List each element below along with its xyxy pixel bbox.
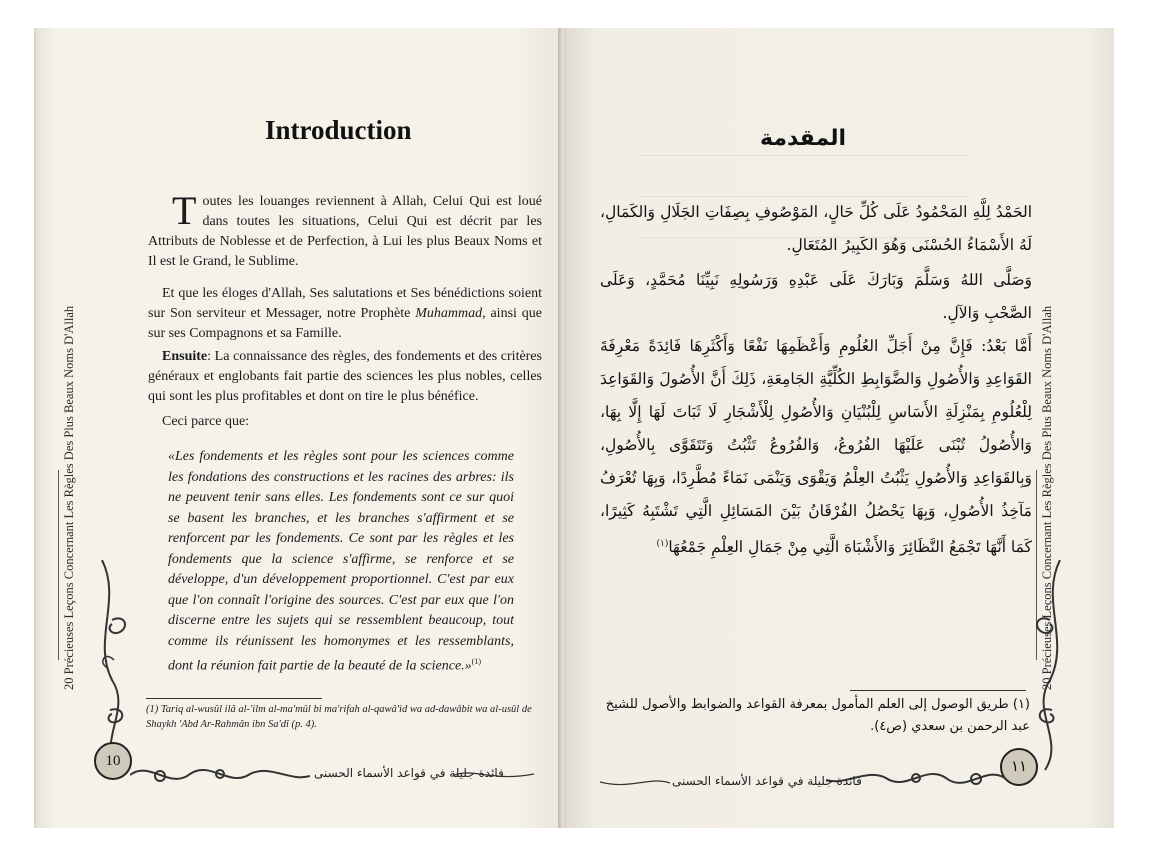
block-quote: [168, 447, 514, 677]
bold-lead-word: Ensuite: [162, 349, 208, 364]
footnote-rule: [146, 698, 322, 699]
intro-paragraph-3: [148, 347, 542, 407]
prophet-name: Muhammad: [415, 306, 483, 321]
paragraph-text: : La connaissance des règles, des fondements et des critères généraux et englobants fait partie des sciences les plus nobles, celles qui sont les plus profitables et dont on tire le plus bénéfice.: [148, 349, 542, 404]
paragraph-text: outes les louanges reviennent à Allah, Celui Qui est loué dans toutes les situations, Celui Qui est décrit par les Attributs de Noblesse et de Perfection, à Lui les plus Beaux Noms et Il est le Grand, le Sublime.: [148, 194, 542, 269]
paragraph-text: أَمَّا بَعْدُ: فَإِنَّ مِنْ أَجَلِّ العُلُومِ وَأَعْظَمِهَا نَفْعًا وَأَكْثَرِهَا فَائِدَةً مَعْرِفَةَ القَوَاعِدِ وَالأُصُولِ وَالضَّوَابِطِ الكُلِّيَّةِ الجَامِعَةِ، ذَلِكَ أَنَّ الأُصُولَ وَالقَوَاعِدَ لِلْعُلُومِ بِمَنْزِلَةِ الأَسَاسِ لِلْبُنْيَانِ وَالأُصُولِ لِلْأَشْجَارِ لَا ثَبَاتَ لَهَا إِلَّا بِهَا، وَالأُصُولُ تُبْنَى عَلَيْهَا الفُرُوعُ، وَالفُرُوعُ تَثْبُتُ وَتَتَقَوَّى بِالأُصُولِ، وَبِالقَوَاعِدِ وَالأُصُولِ يَثْبُتُ العِلْمُ وَيَقْوَى وَيَنْمَى نَمَاءً مُطَّرِدًا، وَبِهَا تُعْرَفُ مَآخِذُ الأُصُولِ، وَبِهَا يَحْصُلُ الفُرْقَانُ بَيْنَ المَسَائِلِ الَّتِي تَشْتَبِهُ كَثِيرًا، كَمَا أَنَّهَا تَجْمَعُ النَّظَائِرَ وَالأَشْبَاهَ الَّتِي مِنْ جَمَالِ العِلْمِ جَمْعُهَا: [600, 337, 1032, 557]
page-title: Introduction: [265, 115, 412, 145]
arabic-page-title: المقدمة: [760, 126, 847, 151]
right-footer-tail-icon: [600, 776, 670, 790]
left-side-rule: [58, 470, 59, 660]
footnote-reference: (١): [656, 539, 669, 549]
intro-paragraph-4: Ceci parce que:: [162, 414, 250, 429]
footnote-reference: (1): [471, 657, 481, 666]
arabic-paragraph-1: الحَمْدُ لِلَّهِ المَحْمُودُ عَلَى كُلِّ حَالٍ، المَوْصُوفِ بِصِفَاتِ الجَلَالِ وَالكَمَالِ، لَهُ الأَسْمَاءُ الحُسْنَى وَهُوَ الكَبِيرُ المُتَعَالِ.: [600, 203, 1032, 254]
intro-paragraph-1: [148, 188, 542, 272]
left-footer-tail-icon: [454, 768, 534, 782]
arabic-page-number: ١١: [1000, 748, 1038, 786]
drop-cap: T: [172, 188, 197, 233]
intro-paragraph-2: [148, 284, 542, 344]
left-running-title: 20 Précieuses Leçons Concernant Les Règles Des Plus Beaux Noms D'Allah: [62, 305, 76, 690]
paragraph-text: Et que les éloges d'Allah, Ses salutations et Ses bénédictions soient sur Son serviteur et Messager, notre Prophète: [148, 286, 542, 321]
paragraph-text: , ainsi que sur ses Compagnons et sa Famille.: [148, 306, 542, 341]
footnote: (1) Tariq al-wusûl ilâ al-'ilm al-ma'mûl bi ma'rifah al-qawâ'id wa ad-dawâbit wa al-usûl de Shaykh 'Abd Ar-Rahmân ibn Sa'dî (p. 4).: [146, 704, 532, 730]
running-footer: فائدة جليلة في قواعد الأسماء الحسنى: [314, 766, 504, 780]
right-running-title: 20 Précieuses Leçons Concernant Les Règles Des Plus Beaux Noms D'Allah: [1040, 305, 1054, 690]
left-footer-flourish-icon: [130, 760, 310, 790]
arabic-paragraph-3: [600, 330, 1032, 564]
arabic-paragraph-2: وَصَلَّى اللهُ وَسَلَّمَ وَبَارَكَ عَلَى عَبْدِهِ وَرَسُولِهِ نَبِيِّنَا مُحَمَّدٍ، وَعَلَى الصَّحْبِ وَالآلِ.: [600, 271, 1032, 322]
page-number: 10: [94, 742, 132, 780]
quote-text: «Les fondements et les règles sont pour les sciences comme les fondations des constructions et les racines des arbres: ils ne peuvent tenir sans elles. Les fondements sont ce sur quoi se basent les branches, et les branches s'affirment et se renforcent par les fondements. Ce sont par les règles et les fondements que la science s'affirme, se renforce et se développe, d'un développement proportionnel. C'est par eux que l'on connaît l'origine des sources. C'est par eux que l'on discerne entre les sujets qui se ressemblent beaucoup, tout comme ils réunissent les homonymes et les ressemblants, dont la réunion fait partie de la beauté de la science.»: [168, 449, 514, 674]
arabic-footnote: (١) طريق الوصول إلى العلم المأمول بمعرفة القواعد والضوابط والأصول للشيخ عبد الرحمن بن سعدي (ص٤).: [605, 697, 1030, 734]
arabic-running-footer: فائدة جليلة في قواعد الأسماء الحسنى: [672, 774, 862, 788]
